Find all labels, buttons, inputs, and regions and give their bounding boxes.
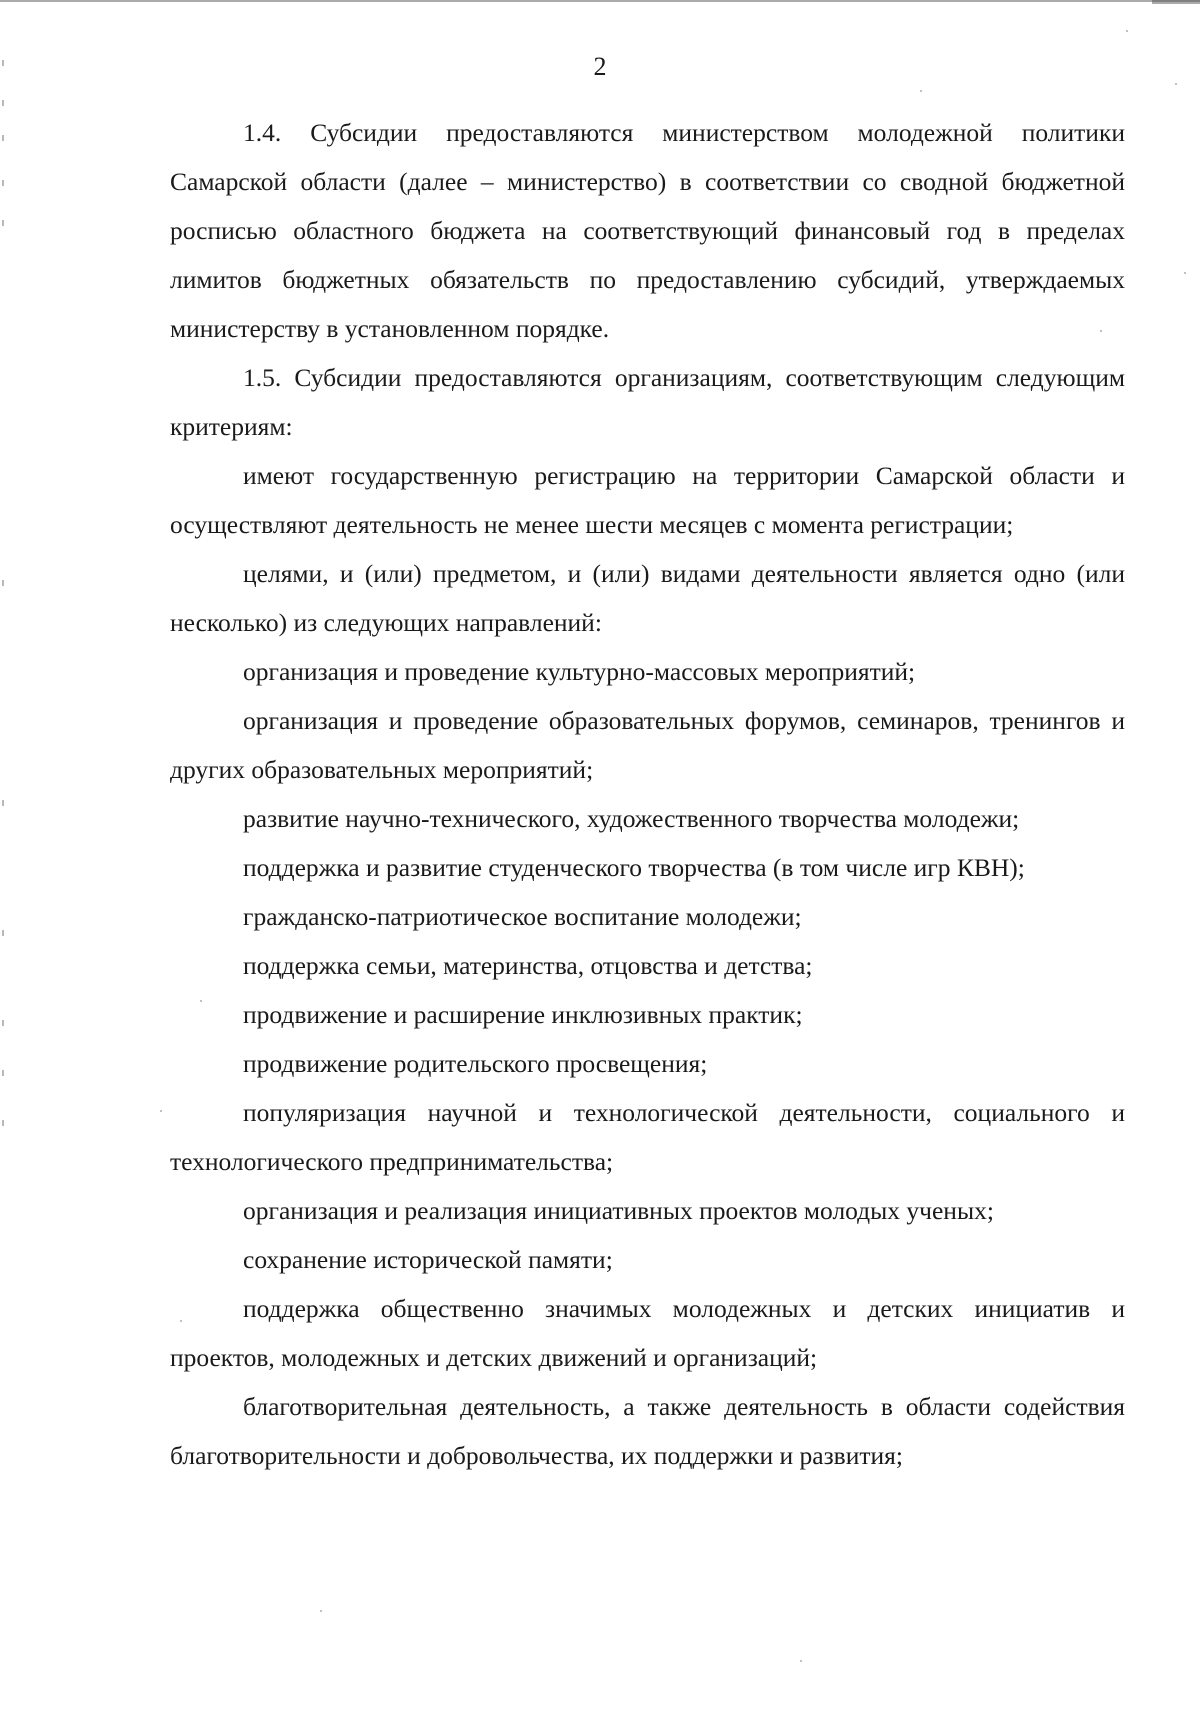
direction-item: благотворительная деятельность, а также деятельность в области содействия благотворительности и добровольчества, их поддержки и развития; — [170, 1392, 1125, 1470]
direction-item: популяризация научной и технологической деятельности, социального и технологического предпринимательства; — [170, 1098, 1125, 1176]
direction-item: организация и проведение культурно-массовых мероприятий; — [243, 657, 916, 686]
scan-speck — [1126, 30, 1128, 32]
direction-item: организация и проведение образовательных форумов, семинаров, тренингов и других образовательных мероприятий; — [170, 706, 1125, 784]
direction-item: поддержка общественно значимых молодежных и детских инициатив и проектов, молодежных и детских движений и организаций; — [170, 1294, 1125, 1372]
scan-left-edge — [0, 40, 12, 1680]
scan-speck — [1175, 83, 1177, 85]
scan-corner-mark — [1152, 0, 1200, 4]
criterion-registration: имеют государственную регистрацию на территории Самарской области и осуществляют деятельность не менее шести месяцев с момента регистрации; — [170, 461, 1125, 539]
direction-item: продвижение родительского просвещения; — [243, 1049, 708, 1078]
scan-speck — [320, 1610, 322, 1612]
direction-item: гражданско-патриотическое воспитание молодежи; — [243, 902, 802, 931]
direction-item: продвижение и расширение инклюзивных практик; — [243, 1000, 803, 1029]
scan-speck — [920, 90, 922, 92]
direction-item: развитие научно-технического, художественного творчества молодежи; — [243, 804, 1020, 833]
scan-speck — [160, 1110, 162, 1112]
direction-item: сохранение исторической памяти; — [243, 1245, 613, 1274]
scan-top-edge — [0, 0, 1200, 2]
direction-item: поддержка семьи, материнства, отцовства и детства; — [243, 951, 813, 980]
direction-item: организация и реализация инициативных проектов молодых ученых; — [243, 1196, 994, 1225]
page-number: 2 — [593, 52, 607, 81]
paragraph-1-4: 1.4. Субсидии предоставляются министерством молодежной политики Самарской области (далее – министерство) в соответствии со сводной бюджетной росписью областного бюджета на соответствующий финансовый год в пределах лимитов бюджетных обязательств по предоставлению субсидий, утверждаемых министерству в установленном порядке. — [170, 118, 1125, 343]
scan-speck — [800, 1660, 802, 1662]
criterion-activity-directions: целями, и (или) предметом, и (или) видами деятельности является одно (или несколько) из следующих направлений: — [170, 559, 1125, 637]
direction-item: поддержка и развитие студенческого творчества (в том числе игр КВН); — [243, 853, 1025, 882]
document-body — [170, 108, 1125, 1480]
paragraph-1-5: 1.5. Субсидии предоставляются организациям, соответствующим следующим критериям: — [170, 363, 1125, 441]
scan-speck — [1184, 272, 1186, 274]
